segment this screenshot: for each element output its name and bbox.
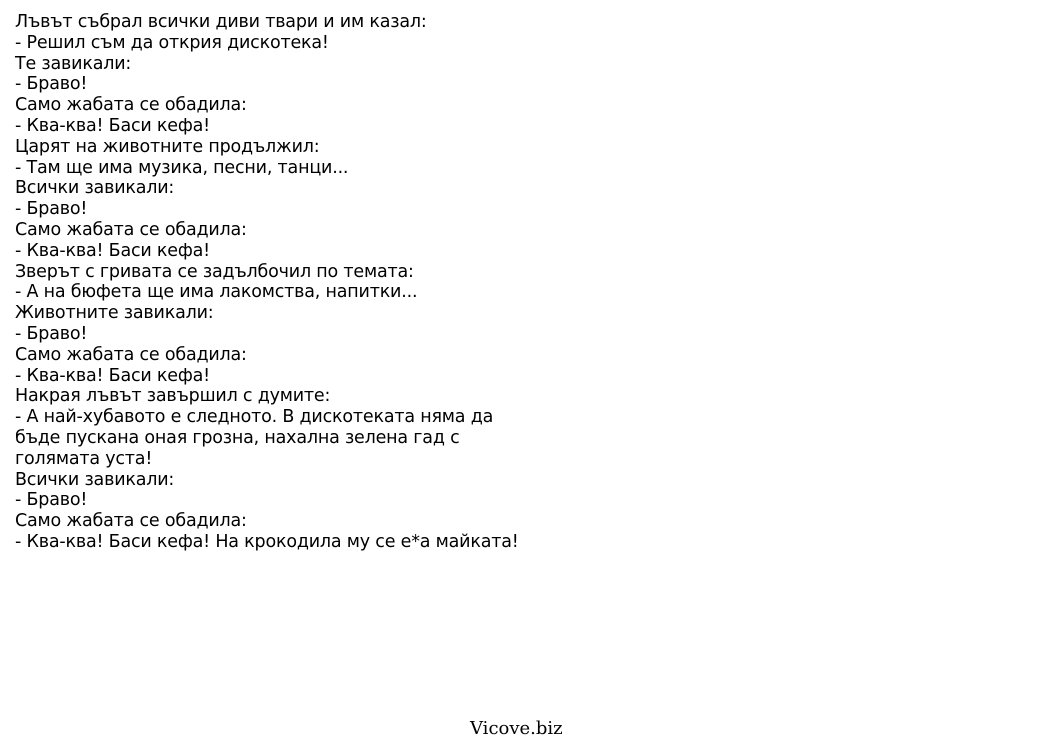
joke-line: - Ква-ква! Баси кефа! bbox=[15, 115, 210, 136]
joke-line: Само жабата се обадила: bbox=[15, 511, 247, 532]
joke-line: Всички завикали: bbox=[15, 178, 175, 199]
joke-line: Накрая лъвът завършил с думите: bbox=[15, 386, 331, 407]
joke-line: - Браво! bbox=[15, 74, 88, 95]
joke-line: Царят на животните продължил: bbox=[15, 136, 320, 157]
joke-line: - Ква-ква! Баси кефа! На крокодила му се е*а майката! bbox=[15, 531, 519, 552]
joke-line: бъде пускана оная грозна, нахална зелена гад с bbox=[15, 427, 460, 448]
joke-line: Зверът с гривата се задълбочил по темата: bbox=[15, 261, 414, 282]
joke-text bbox=[15, 12, 575, 553]
joke-line: - Браво! bbox=[15, 199, 88, 220]
joke-line: Всички завикали: bbox=[15, 469, 175, 490]
joke-line: - Браво! bbox=[15, 323, 88, 344]
joke-line: - Браво! bbox=[15, 490, 88, 511]
site-watermark: Vicove.biz bbox=[470, 718, 563, 739]
joke-line: Лъвът събрал всички диви твари и им казал: bbox=[15, 12, 427, 32]
joke-line: - А на бюфета ще има лакомства, напитки... bbox=[15, 282, 418, 303]
joke-line: Животните завикали: bbox=[15, 303, 214, 324]
joke-line: - Ква-ква! Баси кефа! bbox=[15, 365, 210, 386]
joke-line: - Ква-ква! Баси кефа! bbox=[15, 240, 210, 261]
joke-line: голямата уста! bbox=[15, 448, 153, 469]
joke-line: Само жабата се обадила: bbox=[15, 95, 247, 116]
joke-line: - А най-хубавото е следното. В дискотеката няма да bbox=[15, 407, 494, 428]
joke-line: - Решил съм да открия дискотека! bbox=[15, 32, 329, 53]
joke-line: Само жабата се обадила: bbox=[15, 219, 247, 240]
joke-line: - Там ще има музика, песни, танци... bbox=[15, 157, 349, 178]
joke-line: Те завикали: bbox=[15, 53, 132, 74]
joke-line: Само жабата се обадила: bbox=[15, 344, 247, 365]
